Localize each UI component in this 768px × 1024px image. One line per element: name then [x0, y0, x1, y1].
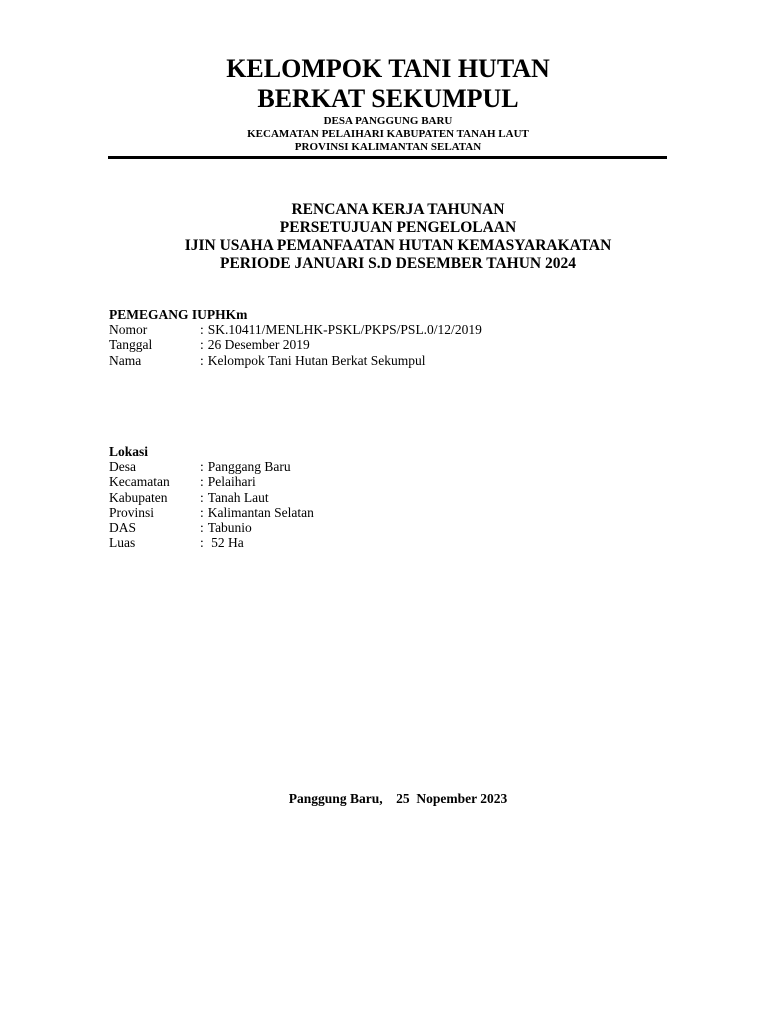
field-separator: :	[200, 459, 204, 475]
field-separator: :	[200, 520, 204, 536]
letterhead	[108, 54, 668, 154]
field-value: Kalimantan Selatan	[207, 504, 314, 520]
signature-place-date: Panggung Baru, 25 Nopember 2023	[288, 791, 508, 806]
field-value: 26 Desember 2019	[207, 337, 310, 353]
letterhead-divider	[108, 156, 667, 159]
field-label: Kabupaten	[109, 489, 168, 505]
location-row-provinsi	[109, 505, 609, 520]
field-separator: :	[200, 337, 204, 353]
organization-district: KECAMATAN PELAIHARI KABUPATEN TANAH LAUT	[247, 128, 529, 140]
holder-row-nomor	[109, 322, 609, 337]
field-separator: :	[200, 489, 204, 505]
location-row-luas	[109, 535, 609, 550]
field-separator: :	[200, 474, 204, 490]
holder-heading: PEMEGANG IUPHKm	[109, 307, 248, 322]
location-row-kabupaten	[109, 490, 609, 505]
document-title-line3: IJIN USAHA PEMANFAATAN HUTAN KEMASYARAKATAN	[184, 237, 612, 254]
field-value: Tanah Laut	[207, 489, 269, 505]
location-row-kecamatan	[109, 474, 609, 489]
document-title-line2: PERSETUJUAN PENGELOLAAN	[279, 219, 517, 236]
location-row-desa	[109, 459, 609, 474]
document-title	[108, 201, 688, 273]
field-value: SK.10411/MENLHK-PSKL/PKPS/PSL.0/12/2019	[207, 322, 482, 338]
holder-row-tanggal	[109, 337, 609, 352]
field-label: Tanggal	[109, 337, 153, 353]
field-value: Tabunio	[207, 520, 252, 536]
field-separator: :	[200, 352, 204, 368]
holder-section	[109, 307, 609, 368]
field-label: Nomor	[109, 322, 148, 338]
field-separator: :	[200, 504, 204, 520]
field-label: Luas	[109, 535, 136, 551]
document-title-line1: RENCANA KERJA TAHUNAN	[291, 201, 505, 218]
field-label: Desa	[109, 459, 136, 475]
location-row-das	[109, 520, 609, 535]
organization-province: PROVINSI KALIMANTAN SELATAN	[294, 141, 482, 153]
location-section	[109, 444, 609, 550]
holder-row-nama	[109, 353, 609, 368]
field-value: Kelompok Tani Hutan Berkat Sekumpul	[207, 352, 426, 368]
field-label: Kecamatan	[109, 474, 170, 490]
document-title-line4: PERIODE JANUARI S.D DESEMBER TAHUN 2024	[220, 255, 576, 272]
field-value: 52 Ha	[207, 535, 244, 551]
field-label: Provinsi	[109, 504, 155, 520]
location-heading: Lokasi	[109, 444, 149, 459]
organization-name-line2: BERKAT SEKUMPUL	[257, 84, 519, 113]
field-value: Pelaihari	[207, 474, 256, 490]
field-value: Panggang Baru	[207, 459, 291, 475]
field-label: Nama	[109, 352, 142, 368]
field-separator: :	[200, 322, 204, 338]
field-label: DAS	[109, 520, 137, 536]
organization-village: DESA PANGGUNG BARU	[323, 115, 453, 127]
organization-name-line1: KELOMPOK TANI HUTAN	[226, 54, 550, 83]
field-separator: :	[200, 535, 204, 551]
